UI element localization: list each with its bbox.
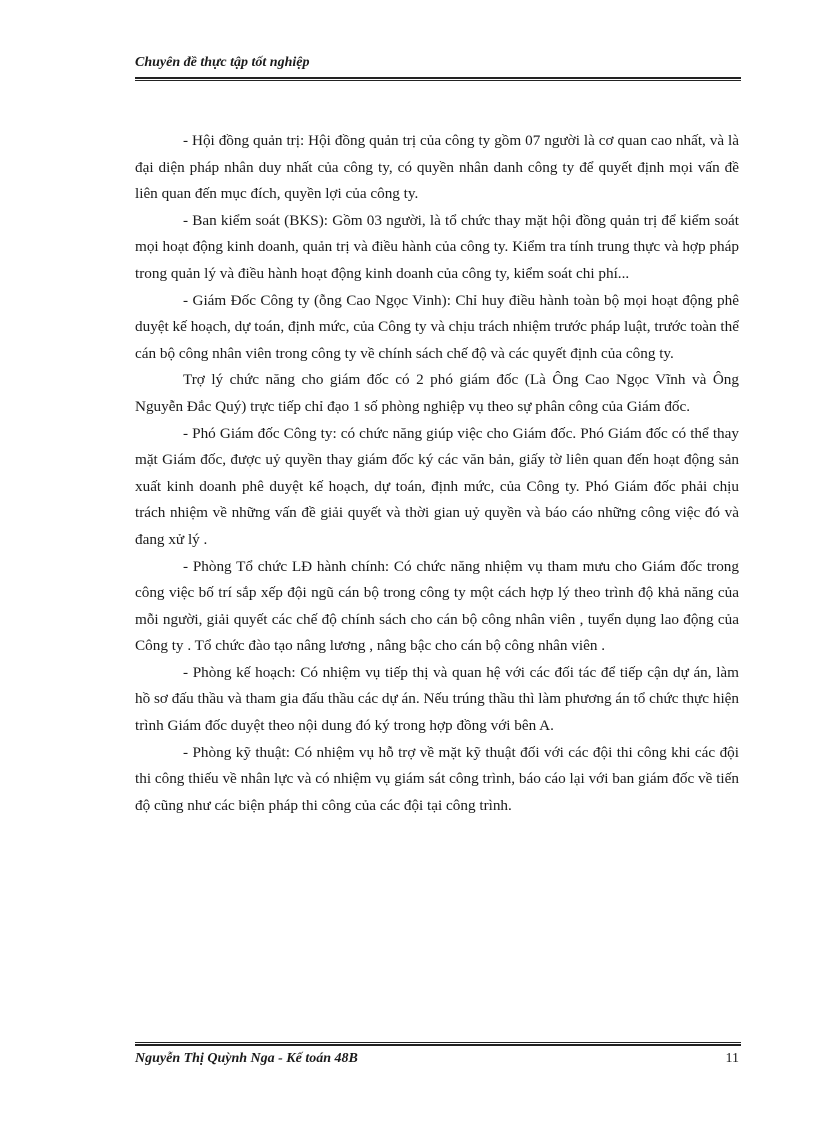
paragraph-board-of-directors: - Hội đồng quản trị: Hội đồng quản trị của công ty gồm 07 người là cơ quan cao nhất, và là đại diện pháp nhân duy nhất của công ty, có quyền nhân danh công ty để quyết định mọi vấn đề liên quan đến mục đích, quyền lợi của công ty. <box>135 132 739 203</box>
paragraph-assistants: Trợ lý chức năng cho giám đốc có 2 phó giám đốc (Là Ông Cao Ngọc Vĩnh và Ông Nguyễn Đắc Quý) trực tiếp chỉ đạo 1 số phòng nghiệp vụ theo sự phân công của Giám đốc. <box>135 371 739 415</box>
header-rule <box>135 77 741 81</box>
header-title: Chuyên đề thực tập tốt nghiệp <box>135 55 310 70</box>
paragraph-supervisory-board: - Ban kiểm soát (BKS): Gồm 03 người, là tổ chức thay mặt hội đồng quản trị để kiểm soát mọi hoạt động kinh doanh, quản trị và điều hành của công ty. Kiểm tra tính trung thực và hợp pháp trong quản lý và điều hành hoạt động kinh doanh của công ty, kiểm soát chi phí... <box>135 211 739 282</box>
paragraph-technical-department: - Phòng kỹ thuật: Có nhiệm vụ hỗ trợ về mặt kỹ thuật đối với các đội thi công khi các đội thi công thiếu về nhân lực và có nhiệm vụ giám sát công trình, báo cáo lại với ban giám đốc về tiến độ cũng như các biện pháp thi công của các đội tại công trình. <box>135 743 739 814</box>
paragraph-planning-department: - Phòng kế hoạch: Có nhiệm vụ tiếp thị và quan hệ với các đối tác để tiếp cận dự án, làm hồ sơ đấu thầu và tham gia đấu thầu các dự án. Nếu trúng thầu thì làm phương án tổ chức thực hiện trình Giám đốc duyệt theo nội dung đó ký trong hợp đồng với bên A. <box>135 663 739 735</box>
footer-rule <box>135 1042 741 1046</box>
paragraph-deputy-director: - Phó Giám đốc Công ty: có chức năng giúp việc cho Giám đốc. Phó Giám đốc có thể thay mặt Giám đốc, được uỷ quyền thay giám đốc ký các văn bản, giấy tờ liên quan đến hoạt động sản xuất kinh doanh phê duyệt kế hoạch, dự toán, định mức, của Công ty. Phó Giám đốc phải chịu trách nhiệm về những vấn đề giải quyết và thời gian uỷ quyền và báo cáo những công việc đó và đang xử lý . <box>135 424 739 548</box>
page-header <box>135 55 741 79</box>
paragraph-director: - Giám Đốc Công ty (ỗng Cao Ngọc Vinh): Chỉ huy điều hành toàn bộ mọi hoạt động phê duyệt kế hoạch, dự toán, định mức, của Công ty và chịu trách nhiệm trước pháp luật, trước toàn thể cán bộ công nhân viên trong công ty về chính sách chế độ và các quyết định của công ty. <box>135 291 739 362</box>
paragraph-admin-department: - Phòng Tổ chức LĐ hành chính: Có chức năng nhiệm vụ tham mưu cho Giám đốc trong công việc bố trí sắp xếp đội ngũ cán bộ trong công ty một cách hợp lý theo trình độ khả năng của mỗi người, giải quyết các chế độ chính sách cho cán bộ công nhân viên , tuyển dụng lao động của Công ty . Tổ chức đào tạo nâng lương , nâng bậc cho cán bộ công nhân viên . <box>135 557 739 655</box>
footer-author: Nguyễn Thị Quỳnh Nga - Kế toán 48B <box>135 1051 358 1066</box>
page-footer <box>135 1042 741 1072</box>
page-number: 11 <box>725 1051 739 1066</box>
body-text <box>135 128 739 819</box>
